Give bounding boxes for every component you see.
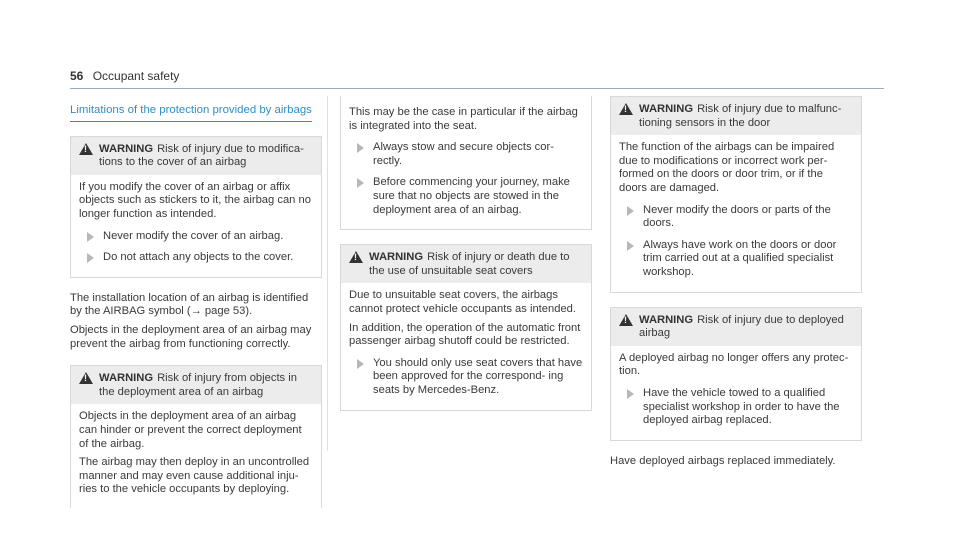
warning-header — [341, 245, 591, 283]
warning-triangle-icon — [349, 251, 363, 263]
warning-heading: Risk of injury due to malfunc- tioning sensors in the door — [639, 103, 842, 129]
column-1 — [70, 96, 322, 522]
column-3 — [610, 96, 862, 473]
action-item: Before commencing your journey, make sure that no objects are stowed in the deployment area of an airbag. — [355, 176, 583, 217]
warning-label: WARNING — [639, 103, 694, 115]
action-item: Always have work on the doors or door trim carried out at a qualified specialist workshop. — [625, 239, 853, 280]
warning-label: WARNING — [99, 142, 154, 155]
warning-box-cover — [70, 136, 322, 278]
warning-text: Objects in the deployment area of an airbag can hinder or prevent the correct deployment of the airbag. — [79, 410, 302, 450]
warning-body — [341, 96, 591, 229]
warning-text: Due to unsuitable seat covers, the airbags cannot protect vehicle occupants as intended. — [349, 289, 577, 315]
warning-text: A deployed airbag no longer offers any protec- tion. — [619, 351, 849, 378]
warning-box-objects — [70, 365, 322, 508]
warning-header — [611, 308, 861, 346]
warning-text: The function of the airbags can be impaired due to modifications or incorrect work per- formed on the doors or door trim, or if the doors are damaged. — [619, 141, 835, 194]
warning-heading: Risk of injury or death due to the use of unsuitable seat covers — [369, 251, 570, 277]
warning-header — [71, 137, 321, 175]
warning-heading: Risk of injury from objects in the deployment area of an airbag — [99, 372, 297, 398]
header-divider — [70, 88, 884, 89]
warning-box-seat-covers — [340, 244, 592, 410]
warning-label: WARNING — [639, 313, 694, 326]
action-item: Always stow and secure objects cor- rectly. — [355, 141, 583, 168]
warning-heading: Risk of injury due to modifica- tions to the cover of an airbag — [99, 142, 304, 169]
action-item: Never modify the cover of an airbag. — [85, 230, 313, 244]
warning-triangle-icon — [79, 143, 93, 155]
closing-paragraph: Have deployed airbags replaced immediately. — [610, 454, 836, 467]
section-name: Occupant safety — [92, 69, 180, 83]
warning-header — [71, 366, 321, 404]
page-number: 56 — [70, 69, 84, 83]
warning-label: WARNING — [99, 372, 154, 385]
warning-body — [611, 346, 861, 440]
warning-triangle-icon — [619, 314, 633, 326]
warning-text: This may be the case in particular if the airbag is integrated into the seat. — [349, 106, 578, 132]
column-2 — [340, 96, 592, 425]
warning-heading: Risk of injury due to deployed airbag — [639, 313, 844, 340]
action-item: Never modify the doors or parts of the doors. — [625, 204, 853, 231]
warning-box-objects-continued — [340, 96, 592, 230]
warning-triangle-icon — [79, 372, 93, 384]
warning-body — [71, 175, 321, 277]
paragraph: The installation location of an airbag is identified by the AIRBAG symbol (→ page 53). — [70, 291, 309, 318]
warning-box-door-sensors — [610, 96, 862, 293]
page-header — [70, 70, 179, 84]
warning-body — [71, 404, 321, 508]
section-title: Limitations of the protection provided by airbags — [70, 104, 312, 122]
warning-header — [611, 97, 861, 135]
action-item: Have the vehicle towed to a qualified specialist workshop in order to have the deployed airbag replaced. — [625, 387, 853, 428]
warning-body — [341, 283, 591, 409]
action-item: You should only use seat covers that have been approved for the correspond- ing seats by Mercedes-Benz. — [355, 357, 583, 398]
action-item: Do not attach any objects to the cover. — [85, 251, 313, 265]
warning-label: WARNING — [369, 251, 424, 264]
column-divider — [327, 96, 328, 451]
warning-text: The airbag may then deploy in an uncontrolled manner and may even cause additional inju- ries to the vehicle occupants by deploying. — [79, 456, 310, 496]
warning-triangle-icon — [619, 103, 633, 115]
warning-box-deployed-airbag — [610, 307, 862, 441]
warning-text: If you modify the cover of an airbag or affix objects such as stickers to it, the airbag can no longer function as intended. — [79, 180, 311, 220]
paragraph: Objects in the deployment area of an airbag may prevent the airbag from functioning correctly. — [70, 323, 312, 350]
warning-body — [611, 135, 861, 291]
warning-text: In addition, the operation of the automatic front passenger airbag shutoff could be restricted. — [349, 321, 581, 348]
